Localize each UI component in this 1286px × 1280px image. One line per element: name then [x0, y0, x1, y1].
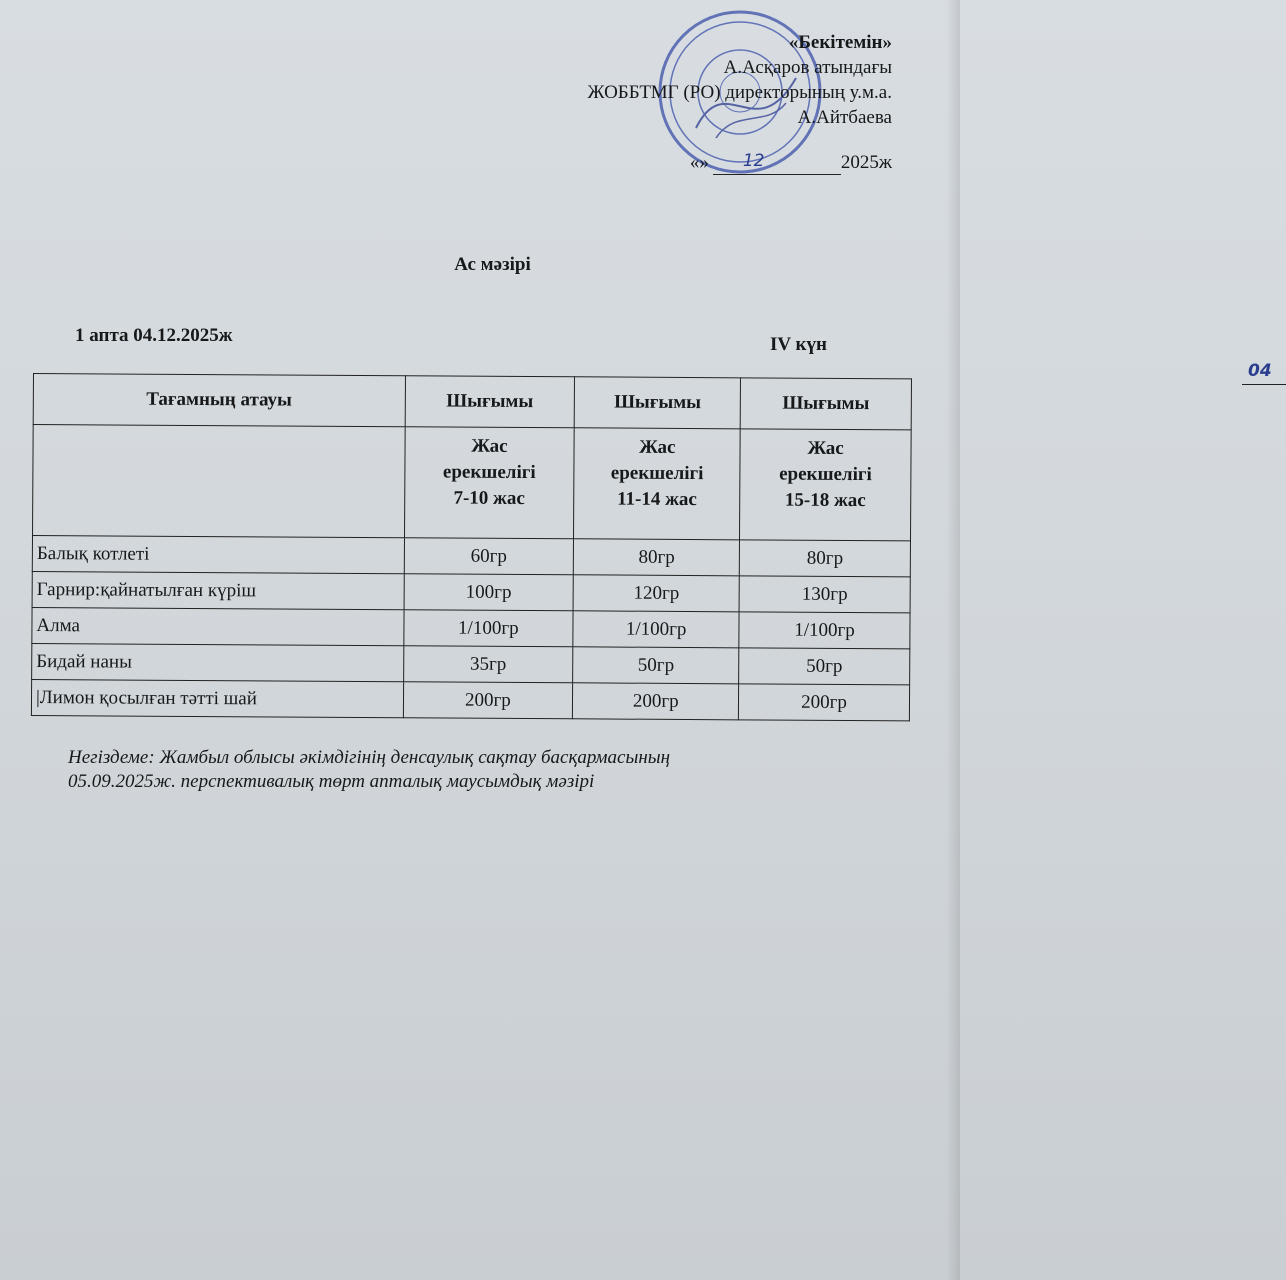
yield-value: 100гр — [404, 574, 574, 611]
age-group-cell — [574, 428, 741, 540]
yield-value: 50гр — [739, 648, 910, 685]
date-close-quote: » — [699, 152, 709, 173]
age-group-word: Жас — [807, 437, 844, 459]
footnote-line-1: Негіздеме: Жамбыл облысы әкімдігінің денсаулық сақтау басқармасының — [68, 747, 671, 768]
yield-value: 1/100гр — [739, 612, 910, 649]
footnote-line-2: 05.09.2025ж. перспективалық төрт апталық маусымдық мәзірі — [68, 771, 595, 792]
date-month-blank — [713, 151, 841, 175]
table-row — [32, 643, 910, 684]
yield-value: 120гр — [573, 575, 739, 612]
date-day-blank — [1242, 361, 1286, 385]
header-yield: Шығымы — [405, 376, 575, 428]
yield-value: 80гр — [574, 539, 740, 576]
yield-value: 80гр — [739, 540, 910, 577]
document-title: Ас мәзірі — [454, 254, 531, 275]
yield-value: 200гр — [403, 682, 573, 719]
table-row — [32, 571, 910, 612]
age-group-word: Жас — [639, 436, 676, 458]
yield-value: 200гр — [739, 684, 910, 721]
header-dish-name: Тағамның атауы — [33, 374, 405, 427]
date-year: 2025ж — [840, 152, 892, 173]
table-row — [32, 536, 910, 577]
age-group-word: ерекшелігі — [610, 462, 704, 485]
age-group-word: ерекшелігі — [779, 463, 872, 486]
yield-value: 200гр — [573, 683, 739, 720]
date-month-handwritten: 12 — [742, 151, 765, 171]
age-range: 15-18 жас — [784, 489, 866, 512]
approval-line-1: А.Асқаров атындағы — [723, 57, 892, 78]
yield-value: 130гр — [739, 576, 910, 613]
header-yield: Шығымы — [575, 377, 741, 429]
header-yield: Шығымы — [740, 378, 911, 430]
age-group-word: Жас — [471, 435, 508, 457]
dish-name: Гарнир:қайнатылған күріш — [32, 571, 404, 609]
approval-line-2: ЖОББТМГ (РО) директорының у.м.а. — [587, 82, 892, 103]
yield-value: 60гр — [404, 538, 574, 575]
age-range: 7-10 жас — [453, 487, 525, 510]
yield-value: 50гр — [573, 647, 739, 684]
yield-value: 1/100гр — [573, 611, 739, 648]
dish-name: Алма — [32, 607, 404, 645]
date-open-quote: « — [689, 152, 700, 173]
menu-table — [31, 373, 912, 721]
approval-heading: «Бекітемін» — [788, 32, 892, 53]
age-group-row — [33, 425, 912, 541]
age-group-cell — [404, 427, 575, 539]
age-group-word: ерекшелігі — [442, 461, 536, 484]
age-group-cell — [740, 429, 912, 541]
approval-signatory: А.Айтбаева — [797, 107, 892, 128]
age-range: 11-14 жас — [617, 488, 697, 511]
table-header-row — [33, 374, 911, 430]
yield-value: 35гр — [403, 646, 573, 683]
table-row — [32, 607, 910, 648]
dish-name: |Лимон қосылған тәтті шай — [31, 679, 403, 717]
age-group-empty-cell — [33, 425, 405, 538]
footnote — [68, 746, 888, 794]
yield-value: 1/100гр — [403, 610, 573, 647]
date-day-handwritten: 04 — [1248, 361, 1272, 381]
dish-name: Бидай наны — [32, 643, 404, 681]
dish-name: Балық котлеті — [32, 536, 404, 574]
week-label: 1 апта 04.12.2025ж — [75, 325, 233, 346]
day-label: IV күн — [770, 334, 827, 355]
paper-edge — [946, 0, 960, 1280]
table-row — [31, 679, 909, 720]
